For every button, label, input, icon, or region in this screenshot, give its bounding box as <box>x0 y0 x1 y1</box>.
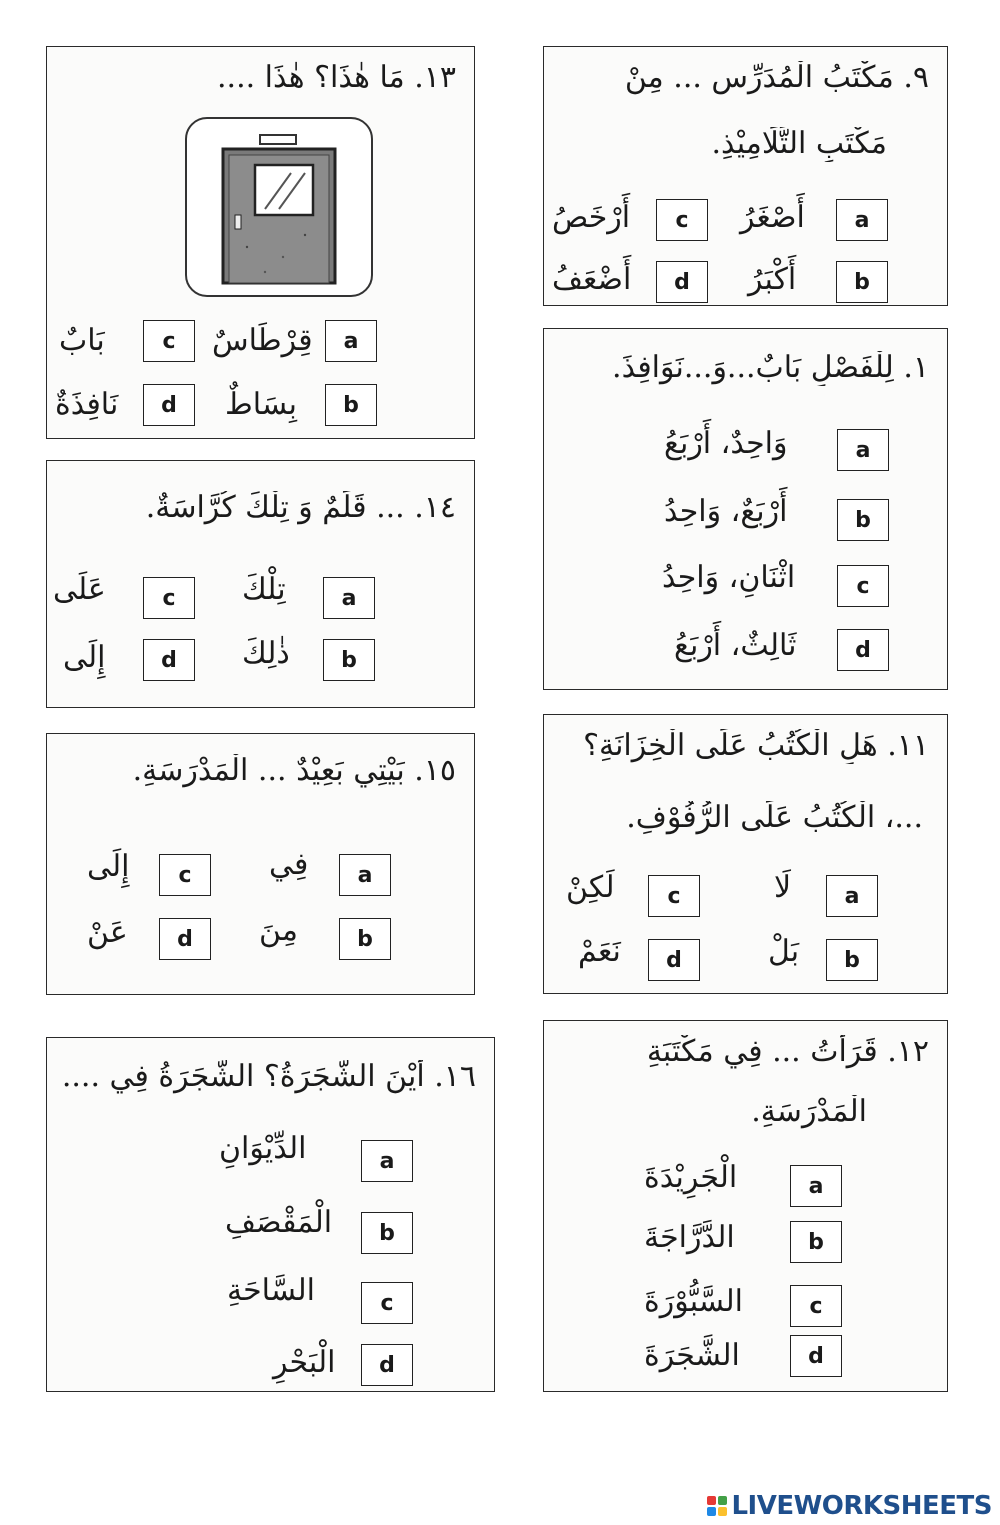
option-9-a-text: أَصْغَرُ <box>740 200 805 235</box>
liveworksheets-logo-text: LIVEWORKSHEETS <box>731 1491 992 1521</box>
option-10-b-box[interactable]: b <box>837 499 889 541</box>
option-13-d-box[interactable]: d <box>143 384 195 426</box>
option-10-d-box[interactable]: d <box>837 629 889 671</box>
option-12-d-box[interactable]: d <box>790 1335 842 1377</box>
question-12-text-line2: الْمَدْرَسَةِ. <box>751 1095 867 1129</box>
question-14-text: ١٤. ... قَلَمٌ وَ تِلْكَ كُرَّاسَةٌ. <box>145 491 456 525</box>
option-10-b-text: أَرْبَعٌ، وَاحِدُ <box>664 494 788 529</box>
question-11-text-line1: ١١. هَلِ الْكُتُبُ عَلَى الْخِزَانَةِ؟ <box>583 729 929 763</box>
option-14-c-text: عَلَى <box>53 572 106 607</box>
option-11-a-text: لَا <box>774 870 792 905</box>
door-icon <box>185 117 373 297</box>
question-15-card <box>46 733 475 995</box>
option-12-d-text: الشَّجَرَةَ <box>644 1338 740 1373</box>
question-13-text: ١٣. مَا هٰذَا؟ هٰذَا .... <box>217 61 456 95</box>
liveworksheets-logo <box>707 1491 992 1521</box>
option-9-c-text: أَرْخَصُ <box>552 200 631 235</box>
option-15-b-box[interactable]: b <box>339 918 391 960</box>
question-15-text: ١٥. بَيْتِي بَعِيْدٌ ... الْمَدْرَسَةِ. <box>132 754 456 788</box>
option-13-a-box[interactable]: a <box>325 320 377 362</box>
option-14-d-text: إِلَى <box>63 640 106 675</box>
option-10-c-text: اثْنَانِ، وَاحِدُ <box>662 560 796 595</box>
question-11-text-line2: ...، الْكُتُبُ عَلَى الرُّفُوْفِ. <box>626 801 923 835</box>
question-12-card <box>543 1020 948 1392</box>
option-14-a-text: تِلْكَ <box>242 572 286 607</box>
option-11-c-box[interactable]: c <box>648 875 700 917</box>
option-10-a-text: وَاحِدٌ، أَرْبَعُ <box>664 426 788 461</box>
option-9-d-box[interactable]: d <box>656 261 708 303</box>
option-15-b-text: مِنَ <box>259 913 298 948</box>
option-16-b-box[interactable]: b <box>361 1212 413 1254</box>
option-9-d-text: أَضْعَفُ <box>552 262 632 297</box>
option-14-b-box[interactable]: b <box>323 639 375 681</box>
option-16-a-text: الدِّيْوَانِ <box>219 1131 307 1166</box>
option-14-b-text: ذٰلِكَ <box>242 636 290 671</box>
option-16-b-text: الْمَقْصَفِ <box>225 1205 333 1240</box>
option-15-a-box[interactable]: a <box>339 854 391 896</box>
option-15-d-box[interactable]: d <box>159 918 211 960</box>
option-9-b-text: أَكْبَرُ <box>748 262 797 297</box>
question-9-card <box>543 46 948 306</box>
option-15-c-text: إِلَى <box>87 849 130 884</box>
option-13-c-box[interactable]: c <box>143 320 195 362</box>
question-12-text-line1: ١٢. قَرَأْتُ ... فِي مَكْتَبَةِ <box>646 1035 929 1069</box>
option-9-a-box[interactable]: a <box>836 199 888 241</box>
door-picture <box>185 117 373 297</box>
question-14-card <box>46 460 475 708</box>
option-16-d-box[interactable]: d <box>361 1344 413 1386</box>
option-15-c-box[interactable]: c <box>159 854 211 896</box>
option-16-c-text: السَّاحَةِ <box>227 1273 316 1308</box>
option-11-d-box[interactable]: d <box>648 939 700 981</box>
option-12-c-text: السَّبُّوْرَةَ <box>644 1284 743 1319</box>
option-13-b-box[interactable]: b <box>325 384 377 426</box>
option-16-c-box[interactable]: c <box>361 1282 413 1324</box>
option-12-b-box[interactable]: b <box>790 1221 842 1263</box>
question-9-text-line2: مَكْتَبِ التَّلَامِيْذِ. <box>711 127 887 161</box>
option-12-a-text: الْجَرِيْدَةَ <box>644 1160 738 1195</box>
option-11-d-text: نَعَمْ <box>578 934 621 969</box>
option-12-b-text: الدَّرَّاجَةَ <box>644 1220 735 1255</box>
option-11-a-box[interactable]: a <box>826 875 878 917</box>
question-10-card <box>543 328 948 690</box>
option-13-d-text: نَافِذَةٌ <box>55 387 119 422</box>
option-13-a-text: قِرْطَاسٌ <box>212 323 313 358</box>
option-9-b-box[interactable]: b <box>836 261 888 303</box>
option-16-a-box[interactable]: a <box>361 1140 413 1182</box>
option-11-c-text: لَكِنْ <box>566 870 615 905</box>
option-12-a-box[interactable]: a <box>790 1165 842 1207</box>
question-11-card <box>543 714 948 994</box>
option-16-d-text: الْبَحْرِ <box>273 1345 336 1380</box>
question-9-text-line1: ٩. مَكْتَبُ الْمُدَرِّسِ ... مِنْ <box>624 61 929 95</box>
option-14-d-box[interactable]: d <box>143 639 195 681</box>
option-11-b-box[interactable]: b <box>826 939 878 981</box>
question-13-card <box>46 46 475 439</box>
question-16-text: ١٦. أَيْنَ الشَّجَرَةُ؟ الشَّجَرَةُ فِي .... <box>61 1060 476 1094</box>
option-15-d-text: عَنْ <box>87 915 128 950</box>
liveworksheets-mark-icon <box>707 1496 727 1516</box>
option-15-a-text: فِي <box>269 847 309 882</box>
question-10-text: ١. لِلْفَصْلِ بَابٌ...وَ...نَوَافِذَ. <box>612 351 929 385</box>
option-14-c-box[interactable]: c <box>143 577 195 619</box>
option-10-c-box[interactable]: c <box>837 565 889 607</box>
option-12-c-box[interactable]: c <box>790 1285 842 1327</box>
option-13-b-text: بِسَاطٌ <box>225 387 297 422</box>
option-11-b-text: بَلْ <box>768 934 800 969</box>
question-16-card <box>46 1037 495 1392</box>
option-13-c-text: بَابٌ <box>59 323 105 358</box>
option-14-a-box[interactable]: a <box>323 577 375 619</box>
option-9-c-box[interactable]: c <box>656 199 708 241</box>
option-10-a-box[interactable]: a <box>837 429 889 471</box>
option-10-d-text: ثَالِثٌ، أَرْبَعُ <box>674 628 797 663</box>
